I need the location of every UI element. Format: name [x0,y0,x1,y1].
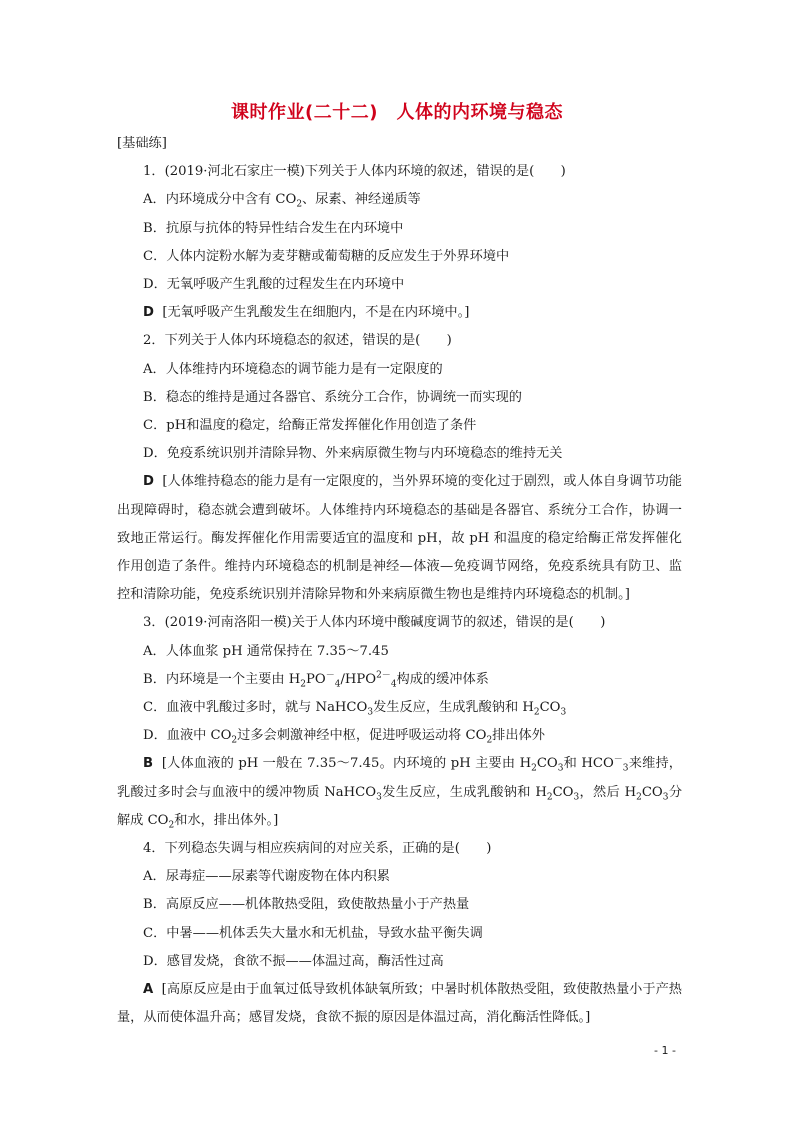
q3-option-c: C．血液中乳酸过多时，就与 NaHCO$_3$发生反应，生成乳酸钠和 $H_2CO_3$ [143,700,567,718]
q4-option-d: D．感冒发烧，食欲不振——体温过高，酶活性过高 [143,953,444,969]
q4-option-b: B．高原反应——机体散热受阻，致使散热量小于产热量 [143,897,470,913]
q4-answer-letter: A [143,982,154,998]
q2-stem: 2．下列关于人体内环境稳态的叙述，错误的是( ) [143,333,452,349]
document-body [117,130,682,1033]
q2-option-d: D．免疫系统识别并清除异物、外来病原微生物与内环境稳态的维持无关 [143,446,563,462]
q2-option-a: A．人体维持内环境稳态的调节能力是有一定限度的 [143,361,443,377]
q1-answer-letter: D [143,305,154,321]
q3-stem: 3．(2019·河南洛阳一模)关于人体内环境中酸碱度调节的叙述，错误的是( ) [143,615,606,631]
q3-option-a: A．人体血浆 pH 通常保持在 7.35～7.45 [143,643,389,659]
q1-option-c: C．人体内淀粉水解为麦芽糖或葡萄糖的反应发生于外界环境中 [143,248,510,264]
q2-option-b: B．稳态的维持是通过各器官、系统分工合作，协调统一而实现的 [143,389,522,405]
q1-stem: 1．(2019·河北石家庄一模)下列关于人体内环境的叙述，错误的是( ) [143,164,566,180]
q4-answer: A [高原反应是由于血氧过低导致机体缺氧所致；中暑时机体散热受阻，致使散热量小于产热量，从而使体温升高；感冒发烧，食欲不振的原因是体温过高，消化酶活性降低。] [117,982,682,1026]
q3-option-d: D．血液中 $CO_2$过多会刺激神经中枢，促进呼吸运动将 $CO_2$排出体外 [143,728,545,746]
q1-option-d: D．无氧呼吸产生乳酸的过程发生在内环境中 [143,277,405,293]
q2-option-c: C．pH和温度的稳定，给酶正常发挥催化作用创造了条件 [143,418,477,434]
q2-answer: D [人体维持稳态的能力是有一定限度的，当外界环境的变化过于剧烈，或人体自身调节功能出现障碍时，稳态就会遭到破坏。人体维持内环境稳态的基础是各器官、系统分工合作，协调一致地正常运行。酶发挥催化作用需要适宜的温度和 pH，故 pH 和温度的稳定给酶正常发挥催化作用创造了条件。维持内环境稳态的机制是神经—体液—免疫调节网络，免疫系统具有防卫、监控和清除功能，免疫系统识别并清除异物和外来病原微生物也是维持内环境稳态的机制。] [117,474,682,603]
page-number: - 1 - [654,1044,676,1057]
q3-answer-letter: B [143,756,154,772]
q1-option-b: B．抗原与抗体的特异性结合发生在内环境中 [143,220,404,236]
q1-answer: D [无氧呼吸产生乳酸发生在细胞内，不是在内环境中。] [143,305,470,321]
q4-stem: 4．下列稳态失调与相应疾病间的对应关系，正确的是( ) [143,841,492,857]
page-title: 课时作业(二十二) 人体的内环境与稳态 [231,102,563,123]
q3-option-b: B．内环境是一个主要由 $H_2PO^-_4/HPO^{2-}_4$构成的缓冲体系 [143,670,489,690]
q4-option-c: C．中暑——机体丢失大量水和无机盐，导致水盐平衡失调 [143,925,483,941]
q4-option-a: A．尿毒症——尿素等代谢废物在体内积累 [143,869,390,885]
q2-answer-letter: D [143,474,154,490]
q1-option-a: A．内环境成分中含有 $CO_2$、尿素、神经递质等 [143,192,421,211]
q3-answer: B [人体血液的 pH 一般在 7.35～7.45。内环境的 pH 主要由 $H_2CO_3$和 $HCO^-_3$来维持，乳酸过多时会与血液中的缓冲物质 NaHCO$_3$发生反应，生成乳酸钠和 $H_2CO_3$，然后 $H_2CO_3$分解成 $CO_2$和水，排出体外。] [117,755,682,831]
section-label: [基础练] [117,136,167,151]
